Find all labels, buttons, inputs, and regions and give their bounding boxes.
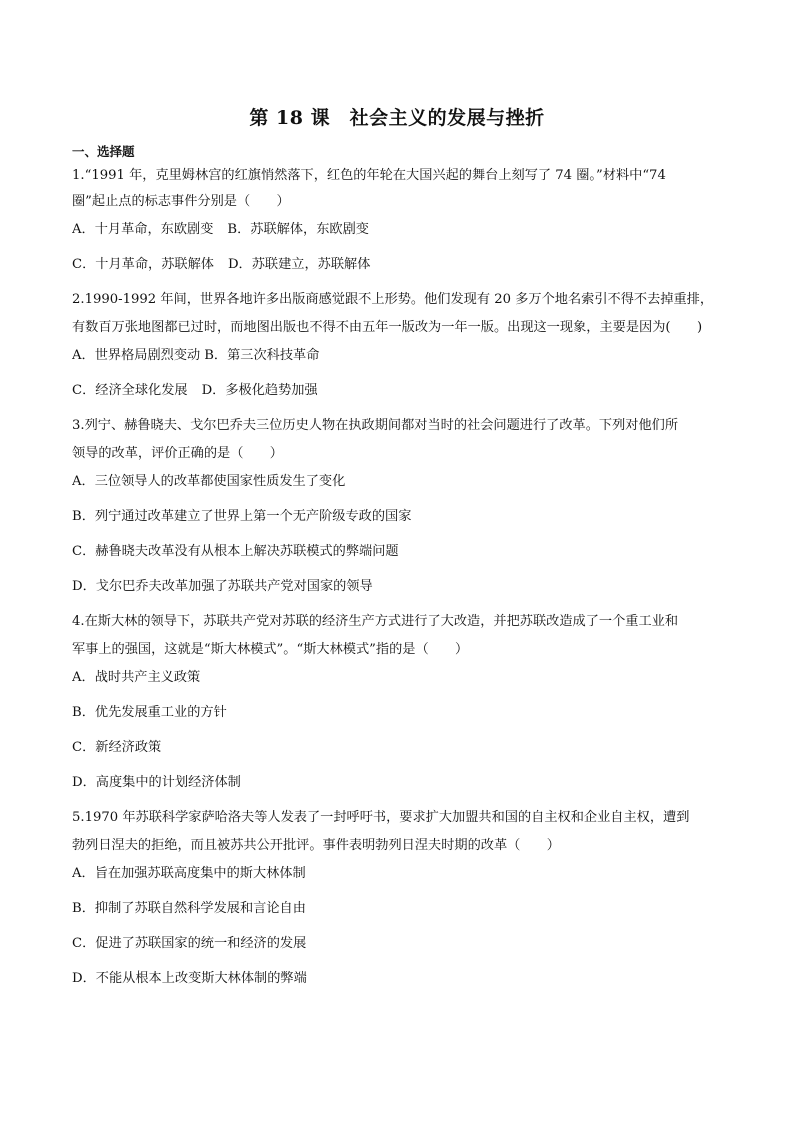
question-2 xyxy=(72,290,724,416)
section-heading: 一、选择题 xyxy=(72,144,135,159)
option-d[interactable]: D．不能从根本上改变斯大林体制的弊端 xyxy=(72,971,307,986)
option-d[interactable]: D．苏联建立，苏联解体 xyxy=(227,257,371,272)
question-5 xyxy=(72,808,724,1004)
option-c[interactable]: C．十月革命，苏联解体 xyxy=(72,257,214,272)
question-stem-line: 3.列宁、赫鲁晓夫、戈尔巴乔夫三位历史人物在执政期间都对当时的社会问题进行了改革。下列对他们所 xyxy=(72,418,679,433)
option-b[interactable]: B．苏联解体，东欧剧变 xyxy=(227,222,369,237)
option-a[interactable]: A．世界格局剧烈变动 xyxy=(72,348,201,363)
option-c[interactable]: C．赫鲁晓夫改革没有从根本上解决苏联模式的弊端问题 xyxy=(72,544,399,559)
question-list xyxy=(72,144,724,1004)
question-1 xyxy=(72,166,724,290)
option-row xyxy=(72,381,724,416)
option-c[interactable]: C．新经济政策 xyxy=(72,740,162,755)
question-4 xyxy=(72,612,724,808)
option-d[interactable]: D．高度集中的计划经济体制 xyxy=(72,775,241,790)
page-title: 第 18 课 社会主义的发展与挫折 xyxy=(249,107,545,129)
option-b[interactable]: B．列宁通过改革建立了世界上第一个无产阶级专政的国家 xyxy=(72,509,412,524)
question-stem-line: 军事上的强国，这就是“斯大林模式”。“斯大林模式”指的是（ ） xyxy=(72,642,469,657)
option-d[interactable]: D．戈尔巴乔夫改革加强了苏联共产党对国家的领导 xyxy=(72,579,373,594)
question-3 xyxy=(72,416,724,612)
question-stem-line: 1.“1991 年，克里姆林宫的红旗悄然落下，红色的年轮在大国兴起的舞台上刻写了 74 圈。”材料中“74 xyxy=(72,168,666,183)
option-b[interactable]: B．第三次科技革命 xyxy=(204,348,320,363)
option-row xyxy=(72,220,724,255)
question-stem-line: 4.在斯大林的领导下，苏联共产党对苏联的经济生产方式进行了大改造，并把苏联改造成了一个重工业和 xyxy=(72,614,679,629)
question-stem-line: 5.1970 年苏联科学家萨哈洛夫等人发表了一封呼吁书，要求扩大加盟共和国的自主权和企业自主权，遭到 xyxy=(72,810,690,825)
question-stem-line: 圈”起止点的标志事件分别是（ ） xyxy=(72,194,290,209)
question-stem-line: 领导的改革，评价正确的是（ ） xyxy=(72,446,283,461)
question-stem-line: 勃列日涅夫的拒绝，而且被苏共公开批评。事件表明勃列日涅夫时期的改革（ ） xyxy=(72,838,560,853)
option-d[interactable]: D．多极化趋势加强 xyxy=(201,383,318,398)
option-b[interactable]: B．优先发展重工业的方针 xyxy=(72,705,227,720)
option-a[interactable]: A．十月革命，东欧剧变 xyxy=(72,222,214,237)
option-b[interactable]: B．抑制了苏联自然科学发展和言论自由 xyxy=(72,901,306,916)
option-row xyxy=(72,346,724,381)
option-c[interactable]: C．促进了苏联国家的统一和经济的发展 xyxy=(72,936,307,951)
option-row xyxy=(72,255,724,290)
option-c[interactable]: C．经济全球化发展 xyxy=(72,383,188,398)
question-stem-line: 有数百万张地图都已过时，而地图出版也不得不由五年一版改为一年一版。出现这一现象，主要是因为( ) xyxy=(72,320,703,335)
option-a[interactable]: A．战时共产主义政策 xyxy=(72,670,201,685)
option-a[interactable]: A．三位领导人的改革都使国家性质发生了变化 xyxy=(72,474,346,489)
option-a[interactable]: A．旨在加强苏联高度集中的斯大林体制 xyxy=(72,866,306,881)
question-stem-line: 2.1990-1992 年间，世界各地许多出版商感觉跟不上形势。他们发现有 20 多万个地名索引不得不去掉重排， xyxy=(72,292,714,307)
